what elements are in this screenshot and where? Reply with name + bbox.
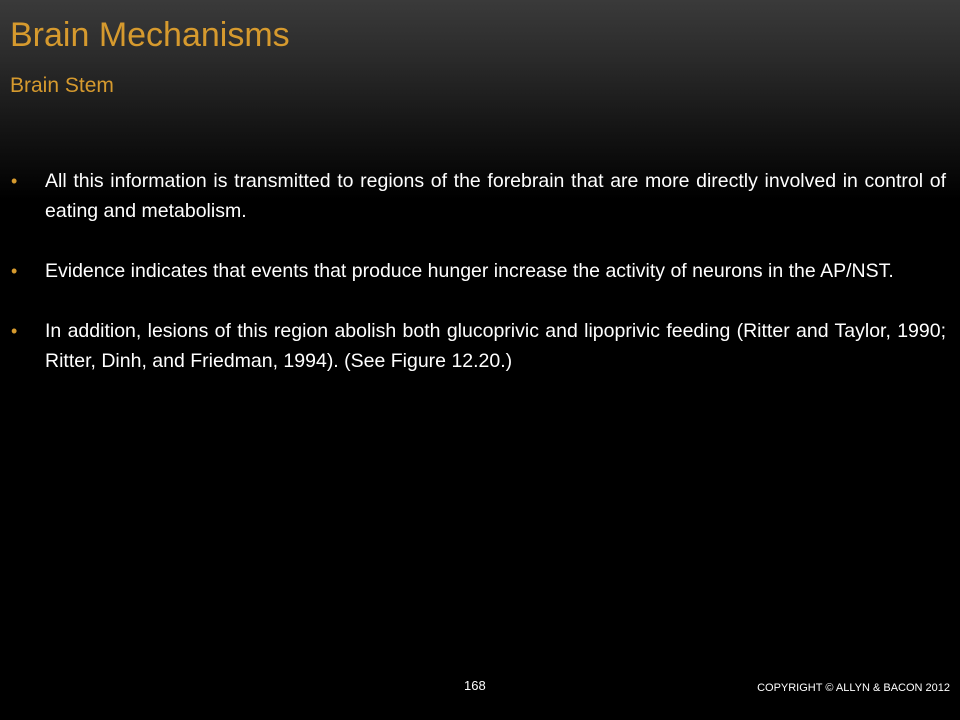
bullet-marker-icon: • xyxy=(11,261,18,281)
slide-subtitle: Brain Stem xyxy=(10,74,114,97)
page-number: 168 xyxy=(464,678,486,693)
bullet-text: Evidence indicates that events that produce hunger increase the activity of neurons in the AP/NST. xyxy=(45,260,894,282)
bullet-item xyxy=(10,316,946,376)
copyright-notice: COPYRIGHT © ALLYN & BACON 2012 xyxy=(757,682,950,694)
bullet-marker-icon: • xyxy=(11,321,18,341)
bullet-marker-icon: • xyxy=(11,171,18,191)
bullet-item xyxy=(10,256,946,286)
bullet-list xyxy=(10,166,946,406)
bullet-item xyxy=(10,166,946,226)
slide-title: Brain Mechanisms xyxy=(10,16,290,54)
bullet-text: In addition, lesions of this region abolish both glucoprivic and lipoprivic feeding (Ritter and Taylor, 1990; Ritter, Dinh, and Friedman, 1994). (See Figure 12.20.) xyxy=(45,320,946,372)
bullet-text: All this information is transmitted to regions of the forebrain that are more directly involved in control of eating and metabolism. xyxy=(45,170,946,222)
